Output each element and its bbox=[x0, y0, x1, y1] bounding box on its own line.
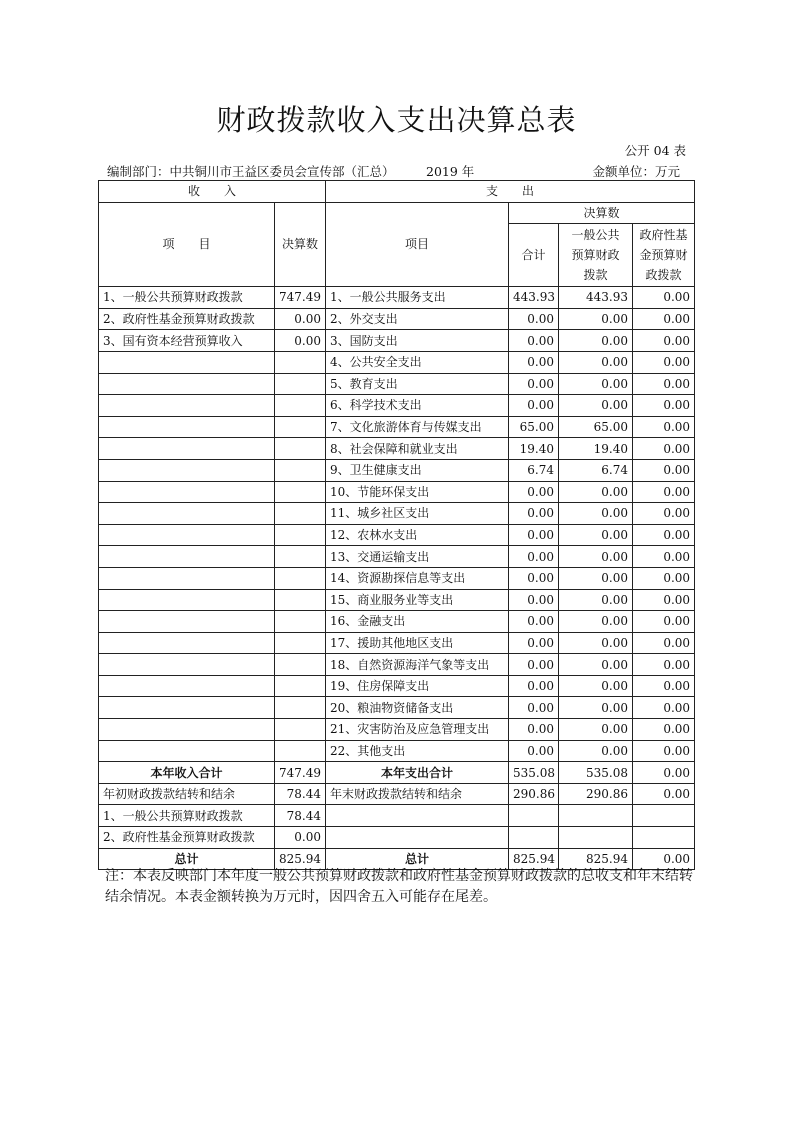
expense-item-cell: 7、文化旅游体育与传媒支出 bbox=[326, 416, 509, 438]
total-header: 合计 bbox=[509, 224, 559, 287]
expense-general-cell: 65.00 bbox=[559, 416, 633, 438]
income-value-cell: 0.00 bbox=[275, 827, 326, 849]
expense-item-header: 项目 bbox=[326, 202, 509, 287]
expense-general-cell: 0.00 bbox=[559, 481, 633, 503]
expense-fund-cell bbox=[633, 805, 695, 827]
expense-item-cell: 10、节能环保支出 bbox=[326, 481, 509, 503]
income-value-cell: 78.44 bbox=[275, 783, 326, 805]
expense-general-cell: 6.74 bbox=[559, 459, 633, 481]
expense-general-cell: 290.86 bbox=[559, 783, 633, 805]
income-item-cell bbox=[99, 654, 275, 676]
income-item-cell: 3、国有资本经营预算收入 bbox=[99, 330, 275, 352]
expense-item-cell: 11、城乡社区支出 bbox=[326, 503, 509, 525]
income-header: 收 入 bbox=[99, 181, 326, 203]
income-value-cell bbox=[275, 395, 326, 417]
expense-item-cell: 8、社会保障和就业支出 bbox=[326, 438, 509, 460]
income-item-cell: 年初财政拨款结转和结余 bbox=[99, 783, 275, 805]
income-value-cell bbox=[275, 719, 326, 741]
table-row bbox=[99, 330, 695, 352]
income-value-cell bbox=[275, 373, 326, 395]
expense-total-cell: 0.00 bbox=[509, 395, 559, 417]
expense-total-cell: 6.74 bbox=[509, 459, 559, 481]
table-row bbox=[99, 827, 695, 849]
expense-total-cell: 0.00 bbox=[509, 330, 559, 352]
table-row bbox=[99, 697, 695, 719]
expense-total-cell: 825.94 bbox=[509, 848, 559, 870]
expense-total-cell: 0.00 bbox=[509, 351, 559, 373]
expense-fund-cell: 0.00 bbox=[633, 848, 695, 870]
expense-item-cell: 18、自然资源海洋气象等支出 bbox=[326, 654, 509, 676]
expense-item-cell: 4、公共安全支出 bbox=[326, 351, 509, 373]
expense-general-cell: 0.00 bbox=[559, 567, 633, 589]
income-item-cell bbox=[99, 589, 275, 611]
income-value-cell bbox=[275, 524, 326, 546]
income-item-cell bbox=[99, 611, 275, 633]
expense-fund-cell: 0.00 bbox=[633, 611, 695, 633]
expense-total-cell: 19.40 bbox=[509, 438, 559, 460]
income-value-cell bbox=[275, 654, 326, 676]
table-row bbox=[99, 524, 695, 546]
expense-item-cell: 6、科学技术支出 bbox=[326, 395, 509, 417]
expense-general-cell: 0.00 bbox=[559, 373, 633, 395]
expense-fund-cell: 0.00 bbox=[633, 740, 695, 762]
table-row bbox=[99, 567, 695, 589]
expense-general-cell bbox=[559, 805, 633, 827]
footnote: 注：本表反映部门本年度一般公共预算财政拨款和政府性基金预算财政拨款的总收支和年末结转结余情况。本表金额转换为万元时，因四舍五入可能存在尾差。 bbox=[105, 868, 693, 905]
income-value-cell: 747.49 bbox=[275, 762, 326, 784]
expense-fund-cell: 0.00 bbox=[633, 783, 695, 805]
income-value-cell bbox=[275, 632, 326, 654]
final-group-header: 决算数 bbox=[509, 202, 695, 224]
income-value-cell bbox=[275, 697, 326, 719]
income-item-cell bbox=[99, 740, 275, 762]
income-item-cell: 1、一般公共预算财政拨款 bbox=[99, 287, 275, 309]
income-item-cell bbox=[99, 351, 275, 373]
header-row-2 bbox=[99, 202, 695, 224]
expense-total-cell: 535.08 bbox=[509, 762, 559, 784]
summary-table bbox=[98, 180, 695, 870]
general-header: 一般公共预算财政拨款 bbox=[559, 224, 633, 287]
expense-fund-cell: 0.00 bbox=[633, 546, 695, 568]
expense-general-cell: 0.00 bbox=[559, 719, 633, 741]
income-value-cell bbox=[275, 459, 326, 481]
expense-total-cell: 0.00 bbox=[509, 654, 559, 676]
expense-total-cell: 0.00 bbox=[509, 611, 559, 633]
expense-total-cell: 0.00 bbox=[509, 632, 559, 654]
expense-total-cell: 0.00 bbox=[509, 373, 559, 395]
table-row bbox=[99, 416, 695, 438]
expense-fund-cell: 0.00 bbox=[633, 762, 695, 784]
expense-item-cell: 9、卫生健康支出 bbox=[326, 459, 509, 481]
expense-item-cell: 本年支出合计 bbox=[326, 762, 509, 784]
header-row-1 bbox=[99, 181, 695, 203]
expense-item-cell bbox=[326, 827, 509, 849]
expense-item-cell: 13、交通运输支出 bbox=[326, 546, 509, 568]
expense-general-cell: 0.00 bbox=[559, 330, 633, 352]
table-row bbox=[99, 546, 695, 568]
income-item-cell bbox=[99, 438, 275, 460]
table-row bbox=[99, 740, 695, 762]
income-item-cell bbox=[99, 546, 275, 568]
expense-total-cell: 0.00 bbox=[509, 719, 559, 741]
table-row bbox=[99, 589, 695, 611]
table-row bbox=[99, 805, 695, 827]
table-row bbox=[99, 632, 695, 654]
income-item-header: 项 目 bbox=[99, 202, 275, 287]
table-row bbox=[99, 308, 695, 330]
expense-fund-cell: 0.00 bbox=[633, 567, 695, 589]
income-item-cell bbox=[99, 503, 275, 525]
expense-total-cell: 0.00 bbox=[509, 524, 559, 546]
income-value-cell bbox=[275, 675, 326, 697]
income-item-cell: 本年收入合计 bbox=[99, 762, 275, 784]
expense-item-cell: 2、外交支出 bbox=[326, 308, 509, 330]
income-value-cell: 78.44 bbox=[275, 805, 326, 827]
income-value-cell bbox=[275, 611, 326, 633]
income-item-cell: 2、政府性基金预算财政拨款 bbox=[99, 827, 275, 849]
income-item-cell bbox=[99, 459, 275, 481]
unit-label: 金额单位：万元 bbox=[592, 164, 680, 179]
income-value-cell bbox=[275, 438, 326, 460]
income-item-cell bbox=[99, 675, 275, 697]
table-code: 公开 04 表 bbox=[624, 143, 686, 158]
department-label: 编制部门：中共铜川市王益区委员会宣传部（汇总） bbox=[107, 164, 395, 179]
expense-general-cell: 0.00 bbox=[559, 589, 633, 611]
expense-fund-cell: 0.00 bbox=[633, 524, 695, 546]
income-value-cell bbox=[275, 416, 326, 438]
expense-general-cell: 0.00 bbox=[559, 675, 633, 697]
income-final-header: 决算数 bbox=[275, 202, 326, 287]
expense-general-cell: 535.08 bbox=[559, 762, 633, 784]
expense-general-cell: 825.94 bbox=[559, 848, 633, 870]
expense-general-cell: 0.00 bbox=[559, 697, 633, 719]
expense-fund-cell: 0.00 bbox=[633, 632, 695, 654]
income-value-cell: 0.00 bbox=[275, 330, 326, 352]
expense-fund-cell: 0.00 bbox=[633, 481, 695, 503]
expense-total-cell bbox=[509, 827, 559, 849]
income-item-cell bbox=[99, 632, 275, 654]
expense-fund-cell: 0.00 bbox=[633, 459, 695, 481]
table-row bbox=[99, 481, 695, 503]
expense-total-cell: 0.00 bbox=[509, 740, 559, 762]
table-row bbox=[99, 459, 695, 481]
income-item-cell: 总计 bbox=[99, 848, 275, 870]
expense-fund-cell: 0.00 bbox=[633, 308, 695, 330]
expense-item-cell: 5、教育支出 bbox=[326, 373, 509, 395]
income-item-cell bbox=[99, 481, 275, 503]
expense-fund-cell: 0.00 bbox=[633, 697, 695, 719]
expense-item-cell bbox=[326, 805, 509, 827]
expense-item-cell: 3、国防支出 bbox=[326, 330, 509, 352]
expense-item-cell: 16、金融支出 bbox=[326, 611, 509, 633]
expense-general-cell: 0.00 bbox=[559, 351, 633, 373]
expense-fund-cell: 0.00 bbox=[633, 589, 695, 611]
income-item-cell: 2、政府性基金预算财政拨款 bbox=[99, 308, 275, 330]
income-item-cell bbox=[99, 567, 275, 589]
expense-fund-cell: 0.00 bbox=[633, 373, 695, 395]
expense-item-cell: 22、其他支出 bbox=[326, 740, 509, 762]
income-value-cell: 0.00 bbox=[275, 308, 326, 330]
table-row bbox=[99, 503, 695, 525]
table-row bbox=[99, 675, 695, 697]
expense-general-cell: 0.00 bbox=[559, 395, 633, 417]
expense-total-cell: 0.00 bbox=[509, 567, 559, 589]
income-item-cell bbox=[99, 416, 275, 438]
income-item-cell bbox=[99, 697, 275, 719]
expense-total-cell: 0.00 bbox=[509, 308, 559, 330]
expense-item-cell: 19、住房保障支出 bbox=[326, 675, 509, 697]
expense-total-cell: 0.00 bbox=[509, 697, 559, 719]
expense-general-cell: 443.93 bbox=[559, 287, 633, 309]
expense-general-cell: 0.00 bbox=[559, 524, 633, 546]
expense-general-cell: 0.00 bbox=[559, 503, 633, 525]
expense-total-cell bbox=[509, 805, 559, 827]
expense-total-cell: 65.00 bbox=[509, 416, 559, 438]
expense-total-cell: 0.00 bbox=[509, 675, 559, 697]
expense-fund-cell: 0.00 bbox=[633, 654, 695, 676]
year-label: 2019 年 bbox=[426, 164, 475, 179]
expense-header: 支 出 bbox=[326, 181, 695, 203]
table-row bbox=[99, 611, 695, 633]
expense-fund-cell: 0.00 bbox=[633, 416, 695, 438]
income-value-cell bbox=[275, 351, 326, 373]
expense-item-cell: 12、农林水支出 bbox=[326, 524, 509, 546]
expense-total-cell: 0.00 bbox=[509, 481, 559, 503]
table-row bbox=[99, 762, 695, 784]
expense-general-cell: 0.00 bbox=[559, 611, 633, 633]
expense-general-cell: 0.00 bbox=[559, 632, 633, 654]
income-item-cell bbox=[99, 373, 275, 395]
expense-fund-cell: 0.00 bbox=[633, 351, 695, 373]
income-value-cell bbox=[275, 589, 326, 611]
income-item-cell: 1、一般公共预算财政拨款 bbox=[99, 805, 275, 827]
expense-general-cell: 19.40 bbox=[559, 438, 633, 460]
expense-item-cell: 21、灾害防治及应急管理支出 bbox=[326, 719, 509, 741]
expense-total-cell: 290.86 bbox=[509, 783, 559, 805]
page-title: 财政拨款收入支出决算总表 bbox=[216, 103, 577, 137]
expense-general-cell: 0.00 bbox=[559, 308, 633, 330]
expense-fund-cell: 0.00 bbox=[633, 719, 695, 741]
income-value-cell bbox=[275, 567, 326, 589]
expense-total-cell: 0.00 bbox=[509, 546, 559, 568]
expense-total-cell: 0.00 bbox=[509, 503, 559, 525]
table-row bbox=[99, 395, 695, 417]
table-row bbox=[99, 287, 695, 309]
income-value-cell: 747.49 bbox=[275, 287, 326, 309]
expense-fund-cell: 0.00 bbox=[633, 330, 695, 352]
expense-item-cell: 年末财政拨款结转和结余 bbox=[326, 783, 509, 805]
income-value-cell bbox=[275, 481, 326, 503]
expense-total-cell: 0.00 bbox=[509, 589, 559, 611]
table-row bbox=[99, 654, 695, 676]
income-item-cell bbox=[99, 719, 275, 741]
income-value-cell bbox=[275, 740, 326, 762]
expense-general-cell: 0.00 bbox=[559, 740, 633, 762]
expense-item-cell: 17、援助其他地区支出 bbox=[326, 632, 509, 654]
expense-fund-cell: 0.00 bbox=[633, 503, 695, 525]
expense-fund-cell: 0.00 bbox=[633, 675, 695, 697]
table-row bbox=[99, 438, 695, 460]
expense-general-cell bbox=[559, 827, 633, 849]
income-value-cell bbox=[275, 503, 326, 525]
table-row bbox=[99, 351, 695, 373]
income-value-cell: 825.94 bbox=[275, 848, 326, 870]
expense-fund-cell: 0.00 bbox=[633, 438, 695, 460]
expense-item-cell: 15、商业服务业等支出 bbox=[326, 589, 509, 611]
expense-general-cell: 0.00 bbox=[559, 654, 633, 676]
fund-header: 政府性基金预算财政拨款 bbox=[633, 224, 695, 287]
expense-total-cell: 443.93 bbox=[509, 287, 559, 309]
expense-general-cell: 0.00 bbox=[559, 546, 633, 568]
table-row bbox=[99, 783, 695, 805]
expense-item-cell: 1、一般公共服务支出 bbox=[326, 287, 509, 309]
table-row bbox=[99, 373, 695, 395]
expense-fund-cell: 0.00 bbox=[633, 395, 695, 417]
income-item-cell bbox=[99, 524, 275, 546]
expense-item-cell: 14、资源勘探信息等支出 bbox=[326, 567, 509, 589]
expense-fund-cell bbox=[633, 827, 695, 849]
expense-fund-cell: 0.00 bbox=[633, 287, 695, 309]
table-row bbox=[99, 719, 695, 741]
income-value-cell bbox=[275, 546, 326, 568]
expense-item-cell: 20、粮油物资储备支出 bbox=[326, 697, 509, 719]
expense-item-cell: 总计 bbox=[326, 848, 509, 870]
income-item-cell bbox=[99, 395, 275, 417]
